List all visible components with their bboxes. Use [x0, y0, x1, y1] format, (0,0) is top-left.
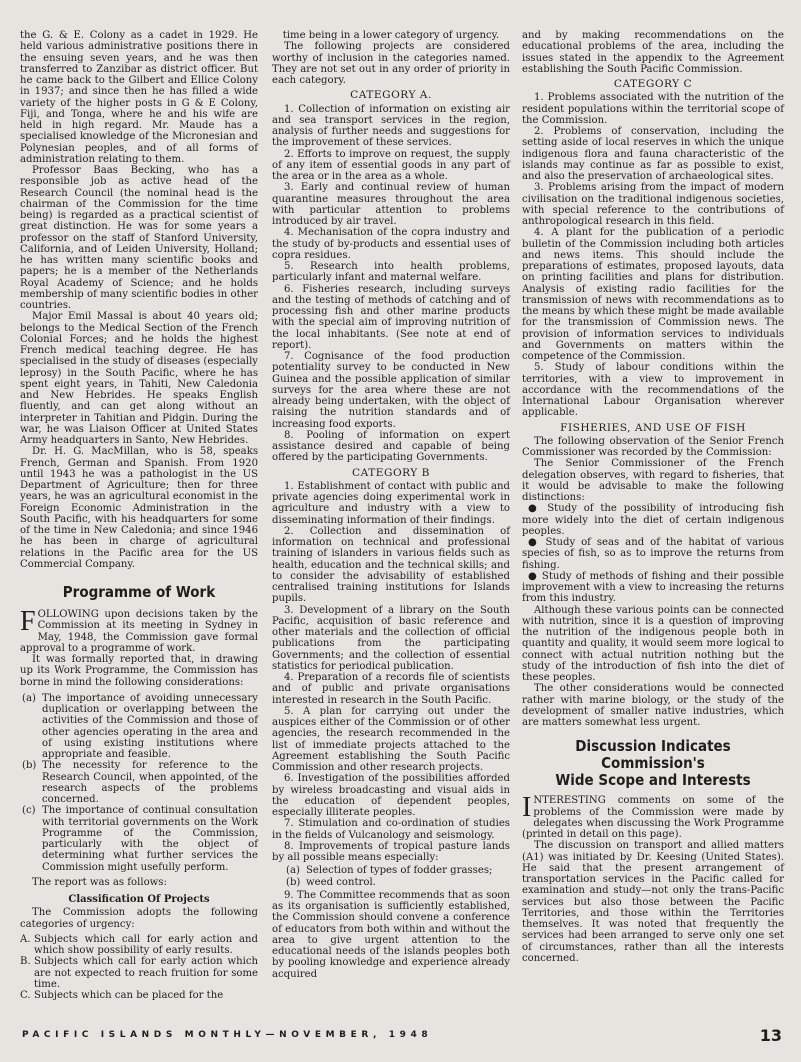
category-a-heading: CATEGORY A. — [350, 89, 432, 102]
page-footer — [22, 1026, 782, 1046]
list-marker: (a) — [22, 692, 36, 704]
category-a-item: 8. Pooling of information on expert assistance desired and capable of being offered by the participating Governments. — [272, 429, 510, 464]
list-item — [272, 865, 510, 876]
category-c-item: 1. Problems associated with the nutrition of the resident populations within the territorial scope of the Commission. — [522, 92, 784, 126]
projects-intro: The following projects are considered worthy of inclusion in the categories named. They are not set out in any order of priority in each category. — [272, 41, 510, 86]
category-b-item: 9. The Committee recommends that as soon as its organisation is sufficiently established, the Commission should convene a conference of educators from both within and without the area to give urgent attention to the educational needs of the islands peoples both by pooling knowledge and experience already acquired — [272, 889, 510, 980]
list-item-text: The necessity for reference to the Research Council, when appointed, of the research aspects of the problems concerned. — [42, 760, 258, 805]
list-item — [20, 760, 258, 805]
discussion-intro — [522, 792, 784, 840]
category-c-item: 5. Study of labour conditions within the territories, with a view to improvement in accordance with the recommendations of the International Labour Organisation wherever applicable. — [522, 362, 784, 419]
heading-line: Wide Scope and Interests — [555, 771, 751, 790]
category-c-item: 2. Problems of conservation, including the setting aside of local reserves in which the unique indigenous flora and fauna characteristic of the islands may continue as far as possible to exist, and also the preservation of archaeological sites. — [522, 126, 784, 182]
category-c-item: 4. A plant for the publication of a periodic bulletin of the Commission including both articles and news items. This should include the preparations of estimates, proposed layouts, data on printing facilities and plans for distribution. Analysis of existing radio facilities for the transmission of news with recommendations as to the means by which these might be made available for the transmission of Commission news. The provision of information services to individuals and Governments on matters within the competence of the Commission. — [522, 227, 784, 362]
bio-paragraph: Professor Baas Becking, who has a responsible job as active head of the Research Council (the nominal head is the chairman of the Commission for the time being) is regarded as a practical scientist of great distinction. He was for some years a professor on the staff of Stanford University, California, and of Leiden University, Holland; he has written many scientific books and papers; he is a member of the Netherlands Royal Academy of Science; and he holds membership of many scientific bodies in other countries. — [20, 165, 258, 311]
list-item-text: Subjects which call for early action which are not expected to reach fruition for some time. — [34, 956, 258, 990]
continued-text: and by making recommendations on the educational problems of the area, including the issues stated in the appendix to the Agreement establishing the South Pacific Commission. — [522, 30, 784, 75]
continued-text: time being in a lower category of urgency. — [282, 30, 500, 41]
bio-paragraph: the G. & E. Colony as a cadet in 1929. He held various administrative positions there in the ensuing seven years, and he was then transferred to Zanzibar as district officer. But he came back to the Gilbert and Ellice Colony in 1937; and since then he has filled a wide variety of the higher posts in G & E Colony, Fiji, and Tonga, where he and his wife are held in high regard. Mr. Maude has a specialised knowledge of the Micronesian and Polynesian peoples, and of all forms of administration relating to them. — [20, 30, 258, 165]
column-2 — [272, 30, 510, 980]
bullet-icon: ● — [528, 537, 546, 548]
list-item — [272, 877, 510, 888]
drop-cap: I — [522, 792, 532, 824]
bullet-icon: ● — [528, 503, 548, 515]
category-a-item: 4. Mechanisation of the copra industry and the study of by-products and essential uses of copra residues. — [272, 227, 510, 261]
drop-cap: F — [20, 606, 36, 637]
list-item — [20, 956, 258, 990]
publication-title: PACIFIC ISLANDS MONTHLY—NOVEMBER, 1948 — [22, 1030, 433, 1040]
page-number: 13 — [759, 1026, 782, 1045]
categories-list — [20, 934, 258, 1002]
category-b-item: 6. Investigation of the possibilities afforded by wireless broadcasting and visual aids in the education of dependent peoples, especially illiterate peoples. — [272, 773, 510, 818]
category-a-item: 7. Cognisance of the food production potentiality survey to be conducted in New Guinea and the possible application of similar surveys for the area where these are not already being undertaken, with the object of raising the nutrition standards and of increasing food exports. — [272, 351, 510, 430]
pasture-list — [272, 865, 510, 888]
category-b-item: 8. Improvements of tropical pasture lands by all possible means especially: — [272, 840, 510, 863]
bio-paragraph: Major Emil Massal is about 40 years old; belongs to the Medical Section of the French Colonial Forces; and he holds the highest French medical teaching degree. He has specialised in the study of diseases (especially leprosy) in the South Pacific, where he has spent eight years, in Tahiti, New Caledonia and New Hebrides. He speaks English fluently, and can get along without an interpreter in Tahitian and Pidgin. During the war, he was Liaison Officer at United States Army headquarters in Santo, New Hebrides. — [20, 311, 258, 446]
classification-text: The Commission adopts the following categories of urgency: — [20, 907, 258, 930]
heading-line: Discussion Indicates Commission's — [575, 737, 731, 773]
bio-paragraph: Dr. H. G. MacMillan, who is 58, speaks French, German and Spanish. From 1920 until 1943 he was a pathologist in the US Department of Agriculture; then for three years, he was an agricultural economist in the Foreign Economic Administration in the South Pacific, with his headquarters for some of the time in New Caledonia; and since 1946 he has been in charge of agricultural relations in the Pacific area for the US Commercial Company. — [20, 446, 258, 570]
discussion-paragraph: The discussion on transport and allied matters (A1) was initiated by Dr. Keesing (United States). He said that the present arrangement of transportation services in the Pacific called for examination and study—not only the trans-Pacific services but also those between the Pacific Territories, and those within the Territories themselves. It was noted that frequently the services had been arranged to serve only one set of circumstances, rather than all the interests concerned. — [522, 840, 784, 964]
section-heading-discussion — [535, 738, 771, 789]
programme-paragraph: It was formally reported that, in drawing up its Work Programme, the Commission has borne in mind the following considerations: — [20, 654, 258, 688]
column-3 — [522, 30, 784, 964]
considerations-list — [20, 693, 258, 873]
category-a-item: 6. Fisheries research, including surveys and the testing of methods of catching and of processing fish and other marine products with the special aim of improving nutrition of the local inhabitants. (See note at end of report). — [272, 283, 510, 351]
bullet-text: Study of methods of fishing and their possible improvement with a view to increasing the returns from this industry. — [522, 570, 784, 605]
programme-intro — [20, 606, 258, 654]
category-b-item: 7. Stimulation and co-ordination of studies in the fields of Vulcanology and seismology. — [272, 818, 510, 841]
bullet-text: Study of seas and of the habitat of various species of fish, so as to improve the returns from fishing. — [522, 537, 784, 571]
list-item — [20, 805, 258, 873]
list-marker: (b) — [22, 760, 37, 772]
list-item-text: The importance of continual consultation with territorial governments on the Work Programme of the Commission, particularly with the object of determining what further services the Commission might usefully perform. — [42, 805, 258, 873]
classification-heading: Classification Of Projects — [68, 894, 210, 905]
list-item-text: Subjects which call for early action and which show possibility of early results. — [34, 933, 258, 956]
category-a-item: 3. Early and continual review of human quarantine measures throughout the area with particular attention to problems introduced by air travel. — [272, 182, 510, 227]
list-item — [20, 934, 258, 957]
category-c-heading: CATEGORY C — [613, 78, 693, 90]
list-marker: (b) — [286, 876, 301, 888]
bullet-item — [522, 503, 784, 537]
category-a-item: 2. Efforts to improve on request, the supply of any item of essential goods in any part of the area or in the area as a whole. — [272, 148, 510, 182]
category-b-item: 3. Development of a library on the South Pacific, acquisition of basic reference and other materials and the collection of official publications from the participating Governments; and the collection of essential statistics for periodical publication. — [272, 604, 510, 672]
list-item-text: The importance of avoiding unnecessary duplication or overlapping between the activities of the Commission and those of other agencies operating in the area and of using existing institutions where appropriate and feasible. — [42, 692, 258, 760]
list-marker: B. — [20, 956, 31, 968]
report-line: The report was as follows: — [32, 876, 167, 888]
list-marker: A. — [20, 933, 31, 945]
fisheries-paragraph: The following observation of the Senior French Commissioner was recorded by the Commission: — [522, 435, 784, 458]
category-b-heading: CATEGORY B — [352, 466, 430, 479]
category-b-item: 4. Preparation of a records file of scientists and of public and private organisations interested in research in the South Pacific. — [272, 672, 510, 706]
list-marker: C. — [20, 990, 31, 1001]
category-c-item: 3. Problems arising from the impact of modern civilisation on the traditional indigenous societies, with special reference to the contributions of anthropological research in this field. — [522, 182, 784, 227]
list-item-text: Selection of types of fodder grasses; — [306, 865, 493, 877]
category-b-item: 2. Collection and dissemination of information on technical and professional training of islanders in various fields such as health, education and the technical skills; and to consider the advisability of established centralised training institutions for Islands pupils. — [272, 525, 510, 605]
category-a-item: 1. Collection of information on existing air and sea transport services in the region, analysis of further needs and suggestions for the improvement of these services. — [272, 103, 510, 149]
column-1 — [20, 30, 258, 1001]
list-item — [20, 693, 258, 761]
bullet-text: Study of the possibility of introducing fish more widely into the diet of certain indigenous peoples. — [522, 503, 784, 537]
fisheries-paragraph: The Senior Commissioner of the French delegation observes, with regard to fisheries, that it would be advisable to make the following distinctions: — [522, 458, 784, 503]
fisheries-bullet-list — [522, 503, 784, 604]
section-heading-programme: Programme of Work — [62, 583, 216, 601]
bullet-icon: ● — [528, 570, 542, 582]
fisheries-paragraph: The other considerations would be connected rather with marine biology, or the study of the development of smaller native industries, which are matters somewhat less urgent. — [522, 683, 784, 728]
programme-intro-text: OLLOWING upon decisions taken by the Commission at its meeting in Sydney in May, 1948, the Commission gave formal approval to a programme of work. — [20, 609, 258, 654]
list-marker: (c) — [22, 805, 36, 817]
category-b-item: 5. A plan for carrying out under the auspices either of the Commission or of other agencies, the research recommended in the list of immediate projects attached to the Agreement establishing the South Pacific Commission and other research projects. — [272, 705, 510, 773]
discussion-intro-text: NTERESTING comments on some of the problems of the Commission were made by delegates when discussing the Work Programme (printed in detail on this page). — [522, 795, 784, 840]
list-item-text: Subjects which can be placed for the — [34, 990, 224, 1001]
category-a-item: 5. Research into health problems, particularly infant and maternal welfare. — [272, 261, 510, 284]
bullet-item — [522, 537, 784, 571]
fisheries-paragraph: Although these various points can be connected with nutrition, since it is a question of improving the nutrition of the indigenous people both in quantity and quality, it would seem more logical to connect with actual nutrition nothing but the study of the introduction of fish into the diet of these peoples. — [522, 604, 784, 683]
category-b-item: 1. Establishment of contact with public and private agencies doing experimental work in agriculture and industry with a view to disseminating information of their findings. — [272, 480, 510, 526]
bullet-item — [522, 571, 784, 605]
fisheries-heading: FISHERIES, AND USE OF FISH — [560, 421, 746, 434]
list-marker: (a) — [286, 865, 300, 877]
list-item-text: weed control. — [306, 876, 376, 888]
list-item — [20, 990, 258, 1001]
